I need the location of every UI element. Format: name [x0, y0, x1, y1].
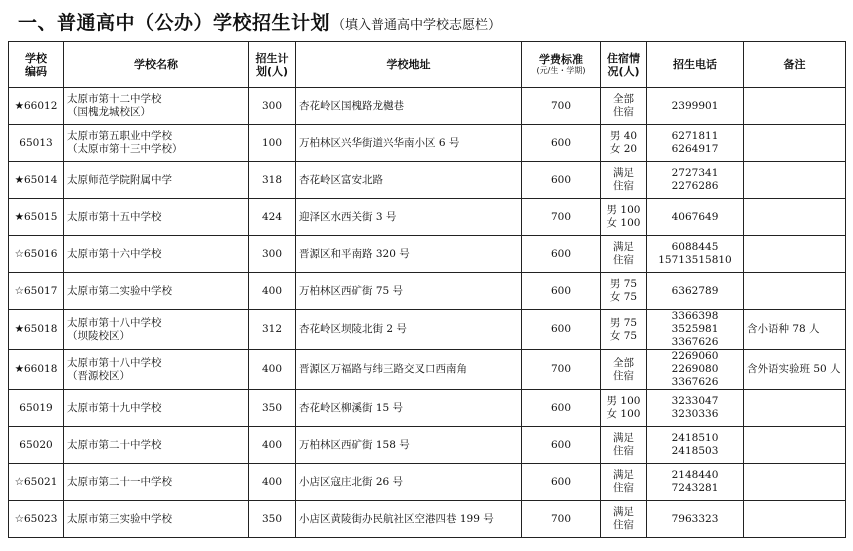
school-address: 万柏林区兴华街道兴华南小区 6 号	[296, 125, 522, 162]
remark	[744, 199, 846, 236]
tuition-fee: 600	[522, 390, 601, 427]
table-row	[9, 88, 846, 125]
tuition-fee: 600	[522, 273, 601, 310]
phone-numbers: 2418510 2418503	[647, 427, 744, 464]
tuition-fee: 600	[522, 464, 601, 501]
school-code: ★66012	[9, 88, 64, 125]
phone-numbers: 7963323	[647, 501, 744, 538]
phone-numbers: 2727341 2276286	[647, 162, 744, 199]
tuition-fee: 700	[522, 350, 601, 390]
header-phone: 招生电话	[647, 42, 744, 88]
remark	[744, 273, 846, 310]
tuition-fee: 700	[522, 199, 601, 236]
lodging-info: 全部 住宿	[601, 350, 647, 390]
school-name: 太原市第二十一中学校	[64, 464, 249, 501]
enrollment-plan: 350	[249, 390, 296, 427]
page-title	[18, 8, 501, 35]
school-code: ☆65016	[9, 236, 64, 273]
header-fee: 学费标准 (元/生・学期)	[522, 42, 601, 88]
school-code: ★65014	[9, 162, 64, 199]
title-sub: （填入普通高中学校志愿栏）	[332, 18, 502, 33]
header-code: 学校 编码	[9, 42, 64, 88]
header-plan: 招生计 划(人)	[249, 42, 296, 88]
school-code: 65020	[9, 427, 64, 464]
table-row	[9, 273, 846, 310]
school-address: 晋源区和平南路 320 号	[296, 236, 522, 273]
lodging-info: 满足 住宿	[601, 501, 647, 538]
table-row	[9, 464, 846, 501]
school-name: 太原市第十五中学校	[64, 199, 249, 236]
enrollment-plan: 350	[249, 501, 296, 538]
lodging-info: 满足 住宿	[601, 162, 647, 199]
enrollment-plan: 400	[249, 464, 296, 501]
remark: 含小语种 78 人	[744, 310, 846, 350]
phone-numbers: 2399901	[647, 88, 744, 125]
school-address: 小店区寇庄北街 26 号	[296, 464, 522, 501]
school-code: ☆65023	[9, 501, 64, 538]
tuition-fee: 600	[522, 427, 601, 464]
table-row	[9, 162, 846, 199]
header-address: 学校地址	[296, 42, 522, 88]
header-note: 备注	[744, 42, 846, 88]
table-row	[9, 427, 846, 464]
enrollment-plan: 300	[249, 88, 296, 125]
table-body	[9, 88, 846, 538]
school-name: 太原市第二十中学校	[64, 427, 249, 464]
school-name: 太原市第十八中学校 （坝陵校区）	[64, 310, 249, 350]
table-row	[9, 390, 846, 427]
header-lodging: 住宿情 况(人)	[601, 42, 647, 88]
phone-numbers: 2269060 2269080 3367626	[647, 350, 744, 390]
enrollment-plan: 400	[249, 427, 296, 464]
tuition-fee: 600	[522, 125, 601, 162]
phone-numbers: 2148440 7243281	[647, 464, 744, 501]
school-name: 太原市第十六中学校	[64, 236, 249, 273]
school-code: ★65015	[9, 199, 64, 236]
enrollment-plan: 312	[249, 310, 296, 350]
lodging-info: 满足 住宿	[601, 236, 647, 273]
school-name: 太原市第十九中学校	[64, 390, 249, 427]
lodging-info: 满足 住宿	[601, 427, 647, 464]
school-address: 万柏林区西矿街 158 号	[296, 427, 522, 464]
table-header-row	[9, 42, 846, 88]
school-code: ★66018	[9, 350, 64, 390]
title-main: 一、普通高中（公办）学校招生计划	[18, 12, 331, 34]
lodging-info: 男 100 女 100	[601, 390, 647, 427]
lodging-info: 男 75 女 75	[601, 310, 647, 350]
school-code: 65019	[9, 390, 64, 427]
remark	[744, 501, 846, 538]
school-code: ★65018	[9, 310, 64, 350]
remark	[744, 162, 846, 199]
school-name: 太原市第十二中学校 （国槐龙城校区）	[64, 88, 249, 125]
school-address: 小店区黄陵街办民航社区空港四巷 199 号	[296, 501, 522, 538]
table-row	[9, 310, 846, 350]
school-code: ☆65017	[9, 273, 64, 310]
lodging-info: 满足 住宿	[601, 464, 647, 501]
school-address: 杏花岭区柳溪街 15 号	[296, 390, 522, 427]
enrollment-plan: 318	[249, 162, 296, 199]
remark	[744, 88, 846, 125]
school-name: 太原市第二实验中学校	[64, 273, 249, 310]
phone-numbers: 4067649	[647, 199, 744, 236]
tuition-fee: 600	[522, 310, 601, 350]
remark	[744, 390, 846, 427]
enrollment-plan: 100	[249, 125, 296, 162]
tuition-fee: 700	[522, 88, 601, 125]
school-address: 晋源区万福路与纬三路交叉口西南角	[296, 350, 522, 390]
remark	[744, 464, 846, 501]
table-row	[9, 501, 846, 538]
school-address: 杏花岭区国槐路龙樾巷	[296, 88, 522, 125]
tuition-fee: 600	[522, 236, 601, 273]
table-row	[9, 125, 846, 162]
remark	[744, 236, 846, 273]
table-row	[9, 350, 846, 390]
school-address: 万柏林区西矿街 75 号	[296, 273, 522, 310]
phone-numbers: 6362789	[647, 273, 744, 310]
enrollment-plan: 400	[249, 273, 296, 310]
enrollment-plan: 300	[249, 236, 296, 273]
school-name: 太原市第十八中学校 （晋源校区）	[64, 350, 249, 390]
school-code: ☆65021	[9, 464, 64, 501]
remark: 含外语实验班 50 人	[744, 350, 846, 390]
remark	[744, 427, 846, 464]
school-name: 太原市第三实验中学校	[64, 501, 249, 538]
school-address: 杏花岭区富安北路	[296, 162, 522, 199]
phone-numbers: 3366398 3525981 3367626	[647, 310, 744, 350]
remark	[744, 125, 846, 162]
lodging-info: 男 40 女 20	[601, 125, 647, 162]
phone-numbers: 3233047 3230336	[647, 390, 744, 427]
header-name: 学校名称	[64, 42, 249, 88]
tuition-fee: 600	[522, 162, 601, 199]
phone-numbers: 6088445 15713515810	[647, 236, 744, 273]
school-name: 太原师范学院附属中学	[64, 162, 249, 199]
lodging-info: 男 100 女 100	[601, 199, 647, 236]
school-address: 迎泽区水西关街 3 号	[296, 199, 522, 236]
lodging-info: 男 75 女 75	[601, 273, 647, 310]
enrollment-plan: 424	[249, 199, 296, 236]
enrollment-plan-table	[8, 41, 846, 538]
lodging-info: 全部 住宿	[601, 88, 647, 125]
school-code: 65013	[9, 125, 64, 162]
phone-numbers: 6271811 6264917	[647, 125, 744, 162]
tuition-fee: 700	[522, 501, 601, 538]
table-row	[9, 236, 846, 273]
school-name: 太原市第五职业中学校 （太原市第十三中学校）	[64, 125, 249, 162]
enrollment-plan: 400	[249, 350, 296, 390]
school-address: 杏花岭区坝陵北街 2 号	[296, 310, 522, 350]
table-row	[9, 199, 846, 236]
